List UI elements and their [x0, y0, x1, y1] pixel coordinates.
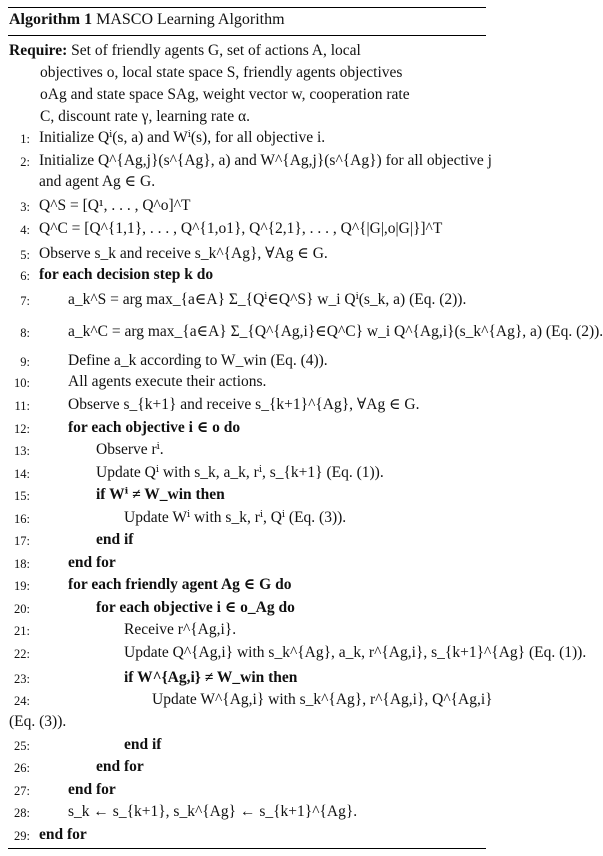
line-text: Q^C = [Q^{1,1}, . . . , Q^{1,o1}, Q^{2,1}, . . . , Q^{|G|,o|G|}]^T [39, 220, 443, 237]
require-line: Set of friendly agents G, set of actions A, local [71, 42, 361, 59]
line-text: s_k ← s_{k+1}, s_k^{Ag} ← s_{k+1}^{Ag}. [68, 803, 358, 820]
require-block [9, 40, 479, 128]
line-text: a_k^S = arg max_{a∈A} Σ_{Qⁱ∈Q^S} w_i Qⁱ(s_k, a) (Eq. (2)). [68, 291, 467, 308]
line-text: end for [39, 826, 87, 843]
line-number: 29: [14, 829, 30, 843]
line-text: Observe s_k and receive s_k^{Ag}, ∀Ag ∈ G. [39, 245, 328, 262]
line-text: (Eq. (3)). [9, 713, 67, 730]
line-text: for each decision step k do [39, 266, 214, 283]
line-text: end if [124, 736, 162, 753]
line-number: 27: [14, 784, 30, 798]
require-line: objectives o, local state space S, friendly agents objectives [40, 64, 403, 81]
require-label: Require: [9, 42, 68, 59]
line-number: 24: [14, 694, 30, 708]
line-text: Update Wⁱ with s_k, rⁱ, Qⁱ (Eq. (3)). [124, 509, 347, 526]
title-rule [8, 35, 486, 36]
line-number: 7: [20, 294, 30, 308]
algorithm-name: MASCO Learning Algorithm [96, 11, 285, 28]
line-text: end for [96, 758, 144, 775]
line-number: 10: [14, 376, 30, 390]
line-text: Update Q^{Ag,i} with s_k^{Ag}, a_k, r^{Ag,i}, s_{k+1}^{Ag} (Eq. (1)). [124, 644, 587, 661]
line-number: 13: [14, 444, 30, 458]
line-number: 18: [14, 557, 30, 571]
line-number: 16: [14, 512, 30, 526]
algorithm-label: Algorithm 1 [9, 11, 93, 28]
line-number: 28: [14, 806, 30, 820]
line-text: Update Qⁱ with s_k, a_k, rⁱ, s_{k+1} (Eq. (1)). [96, 464, 384, 481]
line-text: if W^{Ag,i} ≠ W_win then [124, 669, 298, 686]
line-text: for each objective i ∈ o_Ag do [96, 599, 295, 616]
line-text: for each objective i ∈ o do [68, 419, 241, 436]
line-number: 15: [14, 489, 30, 503]
algorithm-title [9, 11, 285, 29]
line-number: 2: [20, 155, 30, 169]
line-number: 25: [14, 739, 30, 753]
line-text: if Wⁱ ≠ W_win then [96, 486, 225, 503]
line-number: 6: [20, 269, 30, 283]
line-number: 3: [20, 200, 30, 214]
line-text: Update W^{Ag,i} with s_k^{Ag}, r^{Ag,i}, Q^{Ag,i} [152, 691, 493, 708]
line-number: 9: [20, 355, 30, 369]
line-text: Receive r^{Ag,i}. [124, 621, 237, 638]
line-text: Initialize Q^{Ag,j}(s^{Ag}, a) and W^{Ag,j}(s^{Ag}) for all objective j [39, 152, 492, 169]
line-number: 17: [14, 534, 30, 548]
line-number: 8: [20, 326, 30, 340]
line-text: All agents execute their actions. [68, 373, 267, 390]
line-number: 11: [14, 399, 30, 413]
bottom-rule [8, 848, 486, 849]
line-text: Q^S = [Q¹, . . . , Q^o]^T [39, 197, 191, 214]
require-line: oAg and state space SAg, weight vector w, cooperation rate [40, 86, 410, 103]
line-number: 1: [20, 132, 30, 146]
line-text: Observe rⁱ. [96, 441, 164, 458]
line-number: 12: [14, 422, 30, 436]
line-number: 14: [14, 467, 30, 481]
line-text: and agent Ag ∈ G. [39, 173, 156, 190]
line-text: for each friendly agent Ag ∈ G do [68, 576, 292, 593]
line-number: 20: [14, 602, 30, 616]
line-text: Define a_k according to W_win (Eq. (4)). [68, 352, 328, 369]
line-text: end if [96, 531, 134, 548]
line-text: end for [68, 781, 116, 798]
line-number: 21: [14, 624, 30, 638]
line-text: end for [68, 554, 116, 571]
top-rule [8, 7, 486, 8]
line-text: Initialize Qⁱ(s, a) and Wⁱ(s), for all objective i. [39, 129, 326, 146]
line-number: 19: [14, 579, 30, 593]
require-line: C, discount rate γ, learning rate α. [40, 108, 250, 125]
line-number: 5: [20, 248, 30, 262]
line-text: a_k^C = arg max_{a∈A} Σ_{Q^{Ag,i}∈Q^C} w_i Q^{Ag,i}(s_k^{Ag}, a) (Eq. (2)). [68, 323, 603, 340]
line-number: 22: [14, 647, 30, 661]
line-number: 26: [14, 761, 30, 775]
line-text: Observe s_{k+1} and receive s_{k+1}^{Ag}, ∀Ag ∈ G. [68, 396, 420, 413]
line-number: 4: [20, 223, 30, 237]
line-number: 23: [14, 672, 30, 686]
